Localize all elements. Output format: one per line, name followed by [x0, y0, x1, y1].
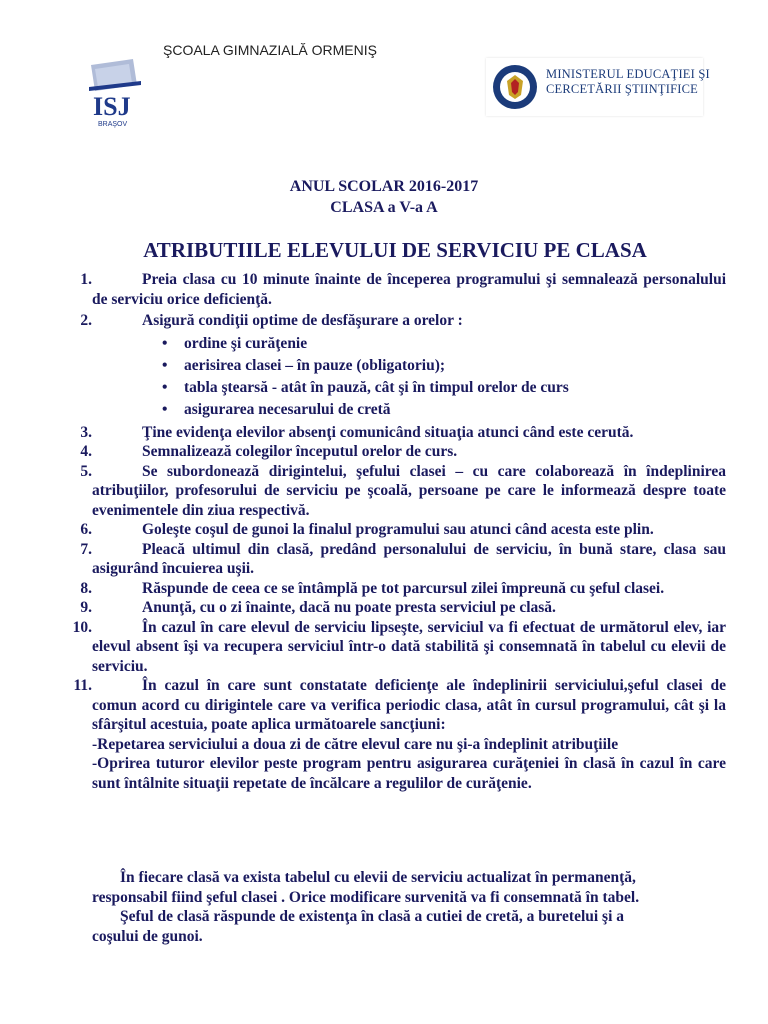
duty-item: [0, 520, 768, 540]
bullet-text: tabla ştearsă - atât în pauză, cât şi în timpul orelor de curs: [184, 378, 569, 396]
duty-text: Goleşte coşul de gunoi la finalul programului sau atunci când acesta este plin.: [142, 521, 654, 538]
duty-text: Semnalizează colegilor începutul orelor de curs.: [142, 443, 458, 460]
duty-number: 1.: [80, 271, 92, 288]
bullet-text: aerisirea clasei – în pauze (obligatoriu);: [184, 356, 446, 374]
footer-paragraph: Şeful de clasă răspunde de existenţa în clasă a cutiei de cretă, a buretelui şi a coşului de gunoi.: [92, 908, 625, 945]
school-year: ANUL SCOLAR 2016-2017: [289, 178, 479, 195]
list-item: [0, 333, 768, 355]
list-item: [0, 399, 768, 421]
bullet-icon: •: [162, 378, 168, 396]
ministry-line-1: MINISTERUL EDUCAŢIEI ŞI: [546, 67, 710, 81]
duty-number: 5.: [80, 462, 92, 480]
class-name: CLASA a V-a A: [330, 199, 438, 216]
duty-number: 3.: [80, 423, 92, 441]
footer-paragraph: În fiecare clasă va exista tabelul cu elevii de serviciu actualizat în permanenţă, responsabil fiind şeful clasei . Orice modificare survenită va fi consemnată în tabel.: [92, 869, 640, 906]
duty-item: [0, 442, 768, 462]
bullet-block: [0, 333, 768, 421]
duty-item: [0, 598, 768, 618]
duty-text: Anunţă, cu o zi înainte, dacă nu poate presta serviciul pe clasă.: [142, 599, 556, 616]
duty-text: Se subordonează dirigintelui, şefului clasei – cu care colaborează în îndeplinirea atribuţiilor, profesorului de serviciu pe şcoală, persoane pe care le informează despre toate evenimentele din ziua respectivă.: [92, 462, 726, 519]
isj-logo: [85, 55, 145, 130]
ministry-name: [546, 67, 710, 97]
bullet-icon: •: [162, 400, 168, 418]
isj-logo-subtext: BRAŞOV: [98, 121, 128, 128]
sanction-item: -Oprirea tuturor elevilor peste program pentru asigurarea curăţeniei în clasă în cazul în care sunt întâlnite situaţii repetate de încălcare a regulilor de curăţenie.: [92, 755, 726, 792]
duty-number: 2.: [80, 312, 92, 329]
duty-text: Ţine evidenţa elevilor absenţi comunicând situaţia atunci când este cerută.: [142, 423, 634, 441]
isj-logo-text: ISJ: [93, 92, 131, 121]
ministry-logo: [486, 58, 710, 116]
list-item: [0, 355, 768, 377]
duties-list: [0, 270, 768, 793]
page-title: ATRIBUTIILE ELEVULUI DE SERVICIU PE CLASA: [143, 238, 647, 262]
ministry-line-2: CERCETĂRII ŞTIINŢIFICE: [546, 82, 698, 96]
duty-text: În cazul în care sunt constatate deficienţe ale îndeplinirii serviciului,şeful clasei de comun acord cu dirigintele care va verifica periodic clasa, atât în cursul programului, cât şi la sfârşitul acestuia, poate aplica următoarele sancţiuni:: [92, 677, 726, 733]
duty-number: 10.: [72, 618, 92, 636]
duty-number: 11.: [73, 677, 92, 694]
duty-text: Pleacă ultimul din clasă, predând personalului de serviciu, în bună stare, clasa sau asigurând încuierea uşii.: [92, 540, 726, 577]
duty-number: 6.: [80, 521, 92, 538]
school-name: ŞCOALA GIMNAZIALĂ ORMENIŞ: [163, 42, 377, 58]
duty-number: 4.: [80, 443, 92, 460]
duty-item: [0, 579, 768, 599]
duty-item: [0, 270, 768, 309]
duty-number: 7.: [80, 540, 92, 558]
duty-item: [0, 618, 768, 677]
list-item: [0, 377, 768, 399]
duty-number: 8.: [80, 579, 92, 597]
bullet-text: asigurarea necesarului de cretă: [184, 400, 391, 418]
footer-notes: [92, 868, 652, 946]
duty-text: Asigură condiţii optime de desfăşurare a orelor :: [142, 312, 463, 329]
sanction-item: -Repetarea serviciului a doua zi de către elevul care nu şi-a îndeplinit atribuţiile: [92, 735, 619, 753]
bullet-icon: •: [162, 334, 168, 352]
duty-item: [0, 311, 768, 331]
duty-item: [0, 423, 768, 443]
duty-item: [0, 540, 768, 579]
bullet-text: ordine şi curăţenie: [184, 334, 308, 352]
duty-text: Preia clasa cu 10 minute înainte de începerea programului şi semnalează personalului de serviciu orice deficienţă.: [92, 271, 726, 308]
duty-text: Răspunde de ceea ce se întâmplă pe tot parcursul zilei împreună cu şeful clasei.: [142, 579, 665, 597]
duty-item: [0, 462, 768, 521]
duty-item: [0, 676, 768, 793]
romania-seal-icon: [492, 64, 538, 110]
conditions-list: [0, 333, 768, 421]
duty-number: 9.: [80, 599, 92, 616]
bullet-icon: •: [162, 356, 168, 374]
duty-text: În cazul în care elevul de serviciu lipseşte, serviciul va fi efectuat de următorul elev, iar elevul absent îşi va recupera serviciul într-o dată stabilită şi consemnată în tabelul cu elevii de serviciu.: [92, 618, 726, 675]
